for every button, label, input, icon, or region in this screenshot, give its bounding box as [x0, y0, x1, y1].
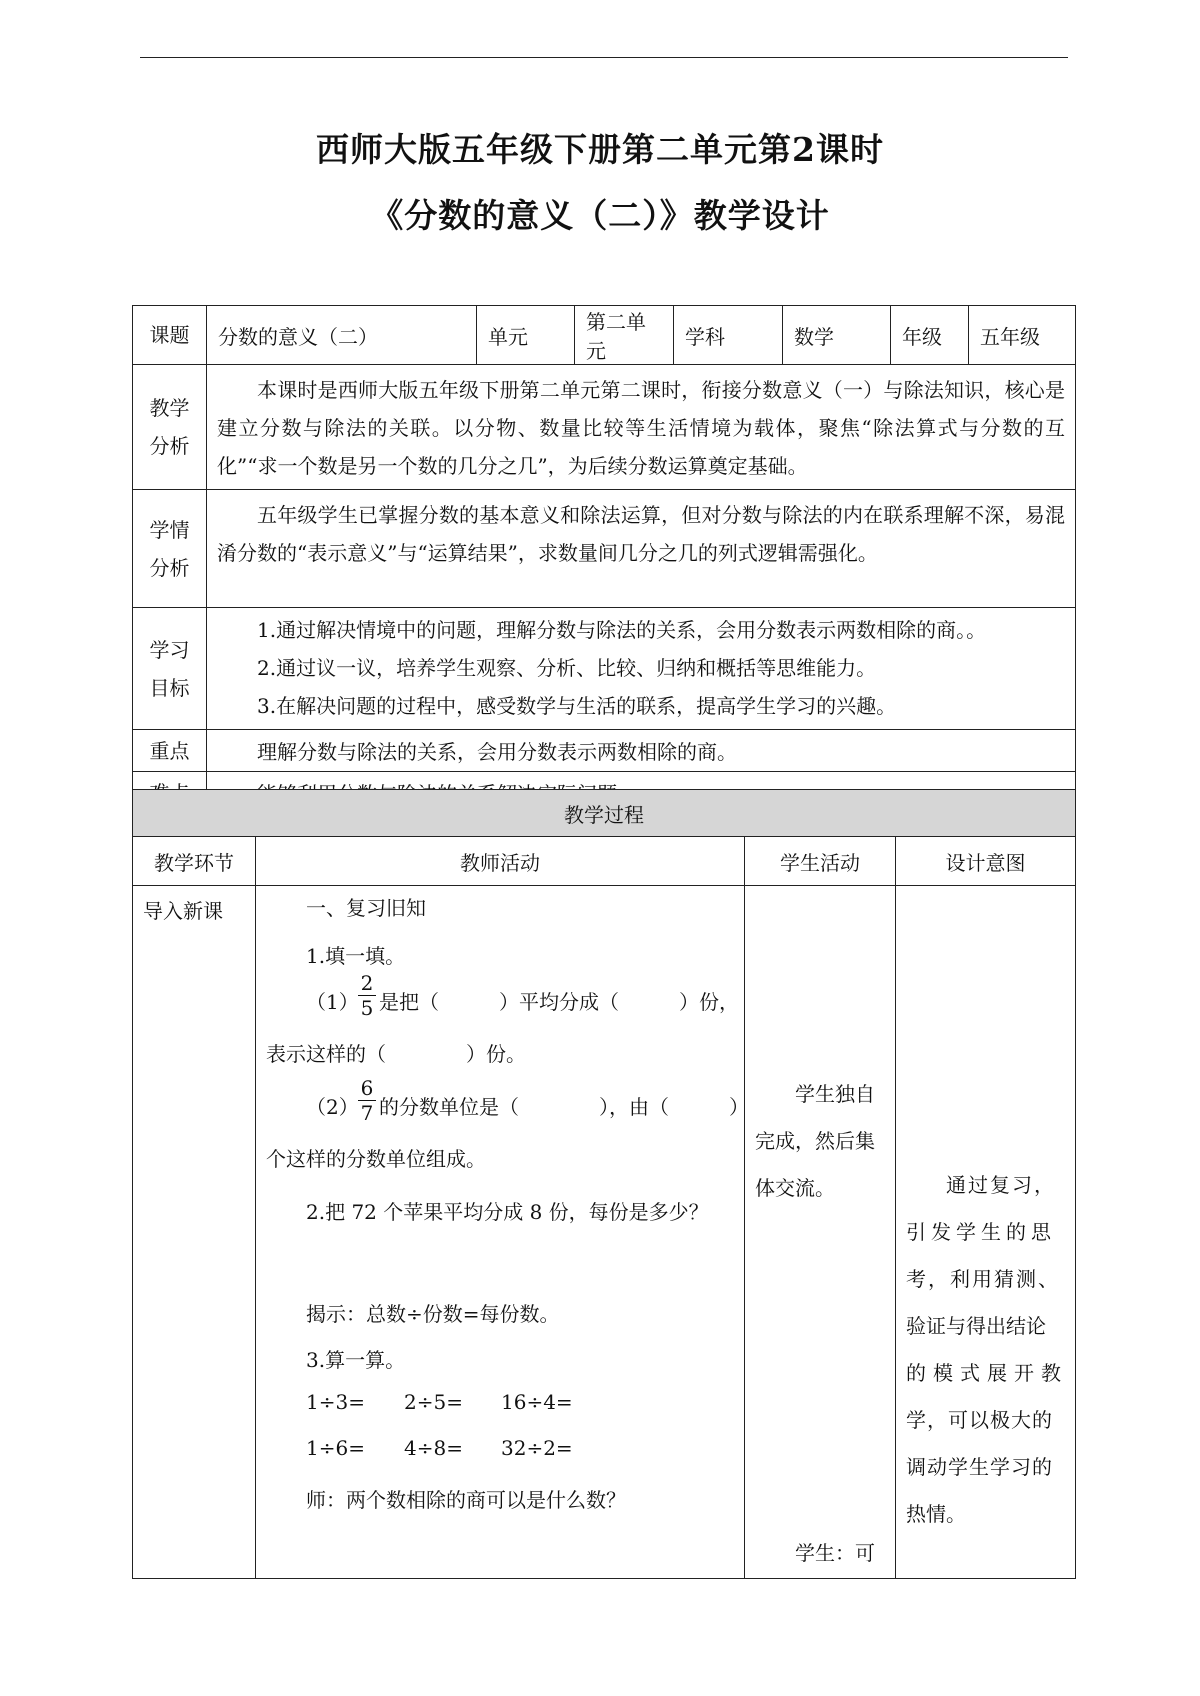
- design-intent: [896, 886, 1076, 1579]
- lesson-info-table: [132, 305, 1076, 814]
- teacher-activity: [256, 886, 749, 1579]
- q1-text-line2: 表示这样的（ ）份。: [266, 1042, 526, 1066]
- goals-list: [207, 608, 1076, 730]
- goal-item: 2.通过议一议，培养学生观察、分析、比较、归纳和概括等思维能力。: [257, 655, 877, 680]
- goal-item: 1.通过解决情境中的问题，理解分数与除法的关系，会用分数表示两数相除的商。。: [257, 617, 987, 642]
- apples-question: 2.把 72 个苹果平均分成 8 份，每份是多少？: [306, 1200, 709, 1224]
- info-row-goals: [133, 608, 1076, 730]
- col-header-design: 设计意图: [896, 837, 1076, 886]
- q2-text: 的分数单位是（ ），由（ ）: [379, 1095, 749, 1119]
- header-rule: [140, 57, 1068, 58]
- q1-text: 是把（ ）平均分成（ ）份，: [379, 990, 739, 1014]
- subject-value: 数学: [783, 306, 891, 365]
- analysis-label: 教学分析: [133, 365, 207, 490]
- fill-heading: 1.填一填。: [306, 944, 406, 968]
- topic-value: 分数的意义（二）: [207, 306, 477, 365]
- analysis-text: 本课时是西师大版五年级下册第二单元第二课时，衔接分数意义（一）与除法知识，核心是建立分数与除法的关联。以分物、数量比较等生活情境为载体，聚焦“除法算式与分数的互化”“求一个数是另一个数的几分之几”，为后续分数运算奠定基础。: [207, 365, 1076, 490]
- stage-name: 导入新课: [133, 886, 256, 1579]
- design-line: 热情。: [906, 1502, 966, 1526]
- calc-item: 4÷8=: [404, 1436, 463, 1460]
- student-line: 完成，然后集: [755, 1129, 875, 1153]
- subject-label: 学科: [674, 306, 783, 365]
- student-activity: [745, 886, 896, 1579]
- design-line: 通过复习，: [946, 1173, 1056, 1197]
- teaching-process-table: [132, 789, 1076, 1579]
- q1-prefix: （1）: [306, 990, 359, 1014]
- process-header-row: [133, 837, 1076, 886]
- design-line: 调动学生学习的: [906, 1455, 1053, 1479]
- fraction-six-sevenths: [358, 1076, 376, 1125]
- key-text: 理解分数与除法的关系，会用分数表示两数相除的商。: [207, 730, 1076, 772]
- calc-item: 16÷4=: [501, 1390, 573, 1414]
- learner-text: 五年级学生已掌握分数的基本意义和除法运算，但对分数与除法的内在联系理解不深，易混淆分数的“表示意义”与“运算结果”，求数量间几分之几的列式逻辑需强化。: [207, 490, 1076, 608]
- calc-item: 2÷5=: [404, 1390, 463, 1414]
- student-line: 学生独自: [795, 1082, 875, 1106]
- calc-item: 1÷6=: [306, 1436, 365, 1460]
- process-row-intro: [133, 886, 1076, 1579]
- learner-label: 学情分析: [133, 490, 207, 608]
- process-title: 教学过程: [133, 790, 1076, 837]
- grade-value: 五年级: [969, 306, 1076, 365]
- calc-heading: 3.算一算。: [306, 1348, 406, 1372]
- goal-item: 3.在解决问题的过程中，感受数学与生活的联系，提高学生学习的兴趣。: [257, 693, 897, 718]
- process-title-row: [133, 790, 1076, 837]
- q2-prefix: （2）: [306, 1095, 359, 1119]
- info-row-learner: [133, 490, 1076, 608]
- design-line: 的模式展开教: [906, 1361, 1068, 1385]
- design-line: 验证与得出结论: [906, 1314, 1046, 1338]
- fraction-denominator: 5: [360, 996, 374, 1020]
- design-line: 引发学生的思: [906, 1220, 1056, 1244]
- key-label: 重点: [133, 730, 207, 772]
- fraction-numerator: 2: [358, 971, 376, 996]
- teacher-question: 师：两个数相除的商可以是什么数？: [306, 1488, 626, 1512]
- fraction-denominator: 7: [360, 1101, 374, 1125]
- topic-label: 课题: [133, 306, 207, 365]
- calc-item: 32÷2=: [501, 1436, 573, 1460]
- page-title: 西师大版五年级下册第二单元第2课时: [316, 130, 884, 169]
- reveal-text: 揭示：总数÷份数=每份数。: [306, 1302, 560, 1326]
- info-row-topic: [133, 306, 1076, 365]
- student-line: 体交流。: [755, 1176, 835, 1200]
- unit-label: 单元: [477, 306, 575, 365]
- col-header-student: 学生活动: [745, 837, 896, 886]
- review-heading: 一、复习旧知: [306, 896, 426, 920]
- info-row-analysis: [133, 365, 1076, 490]
- grade-label: 年级: [891, 306, 969, 365]
- design-line: 考，利用猜测、: [906, 1267, 1060, 1291]
- unit-value: 第二单元: [575, 306, 674, 365]
- q2-text-line2: 个这样的分数单位组成。: [266, 1147, 486, 1171]
- fraction-two-fifths: [358, 971, 376, 1020]
- col-header-teacher: 教师活动: [256, 837, 745, 886]
- student-line: 学生：可: [795, 1541, 875, 1565]
- page-subtitle: 《分数的意义（二）》教学设计: [370, 196, 830, 235]
- design-line: 学，可以极大的: [906, 1408, 1053, 1432]
- goals-label: 学习目标: [133, 608, 207, 730]
- col-header-stage: 教学环节: [133, 837, 256, 886]
- calc-item: 1÷3=: [306, 1390, 365, 1414]
- info-row-key: [133, 730, 1076, 772]
- fraction-numerator: 6: [358, 1076, 376, 1101]
